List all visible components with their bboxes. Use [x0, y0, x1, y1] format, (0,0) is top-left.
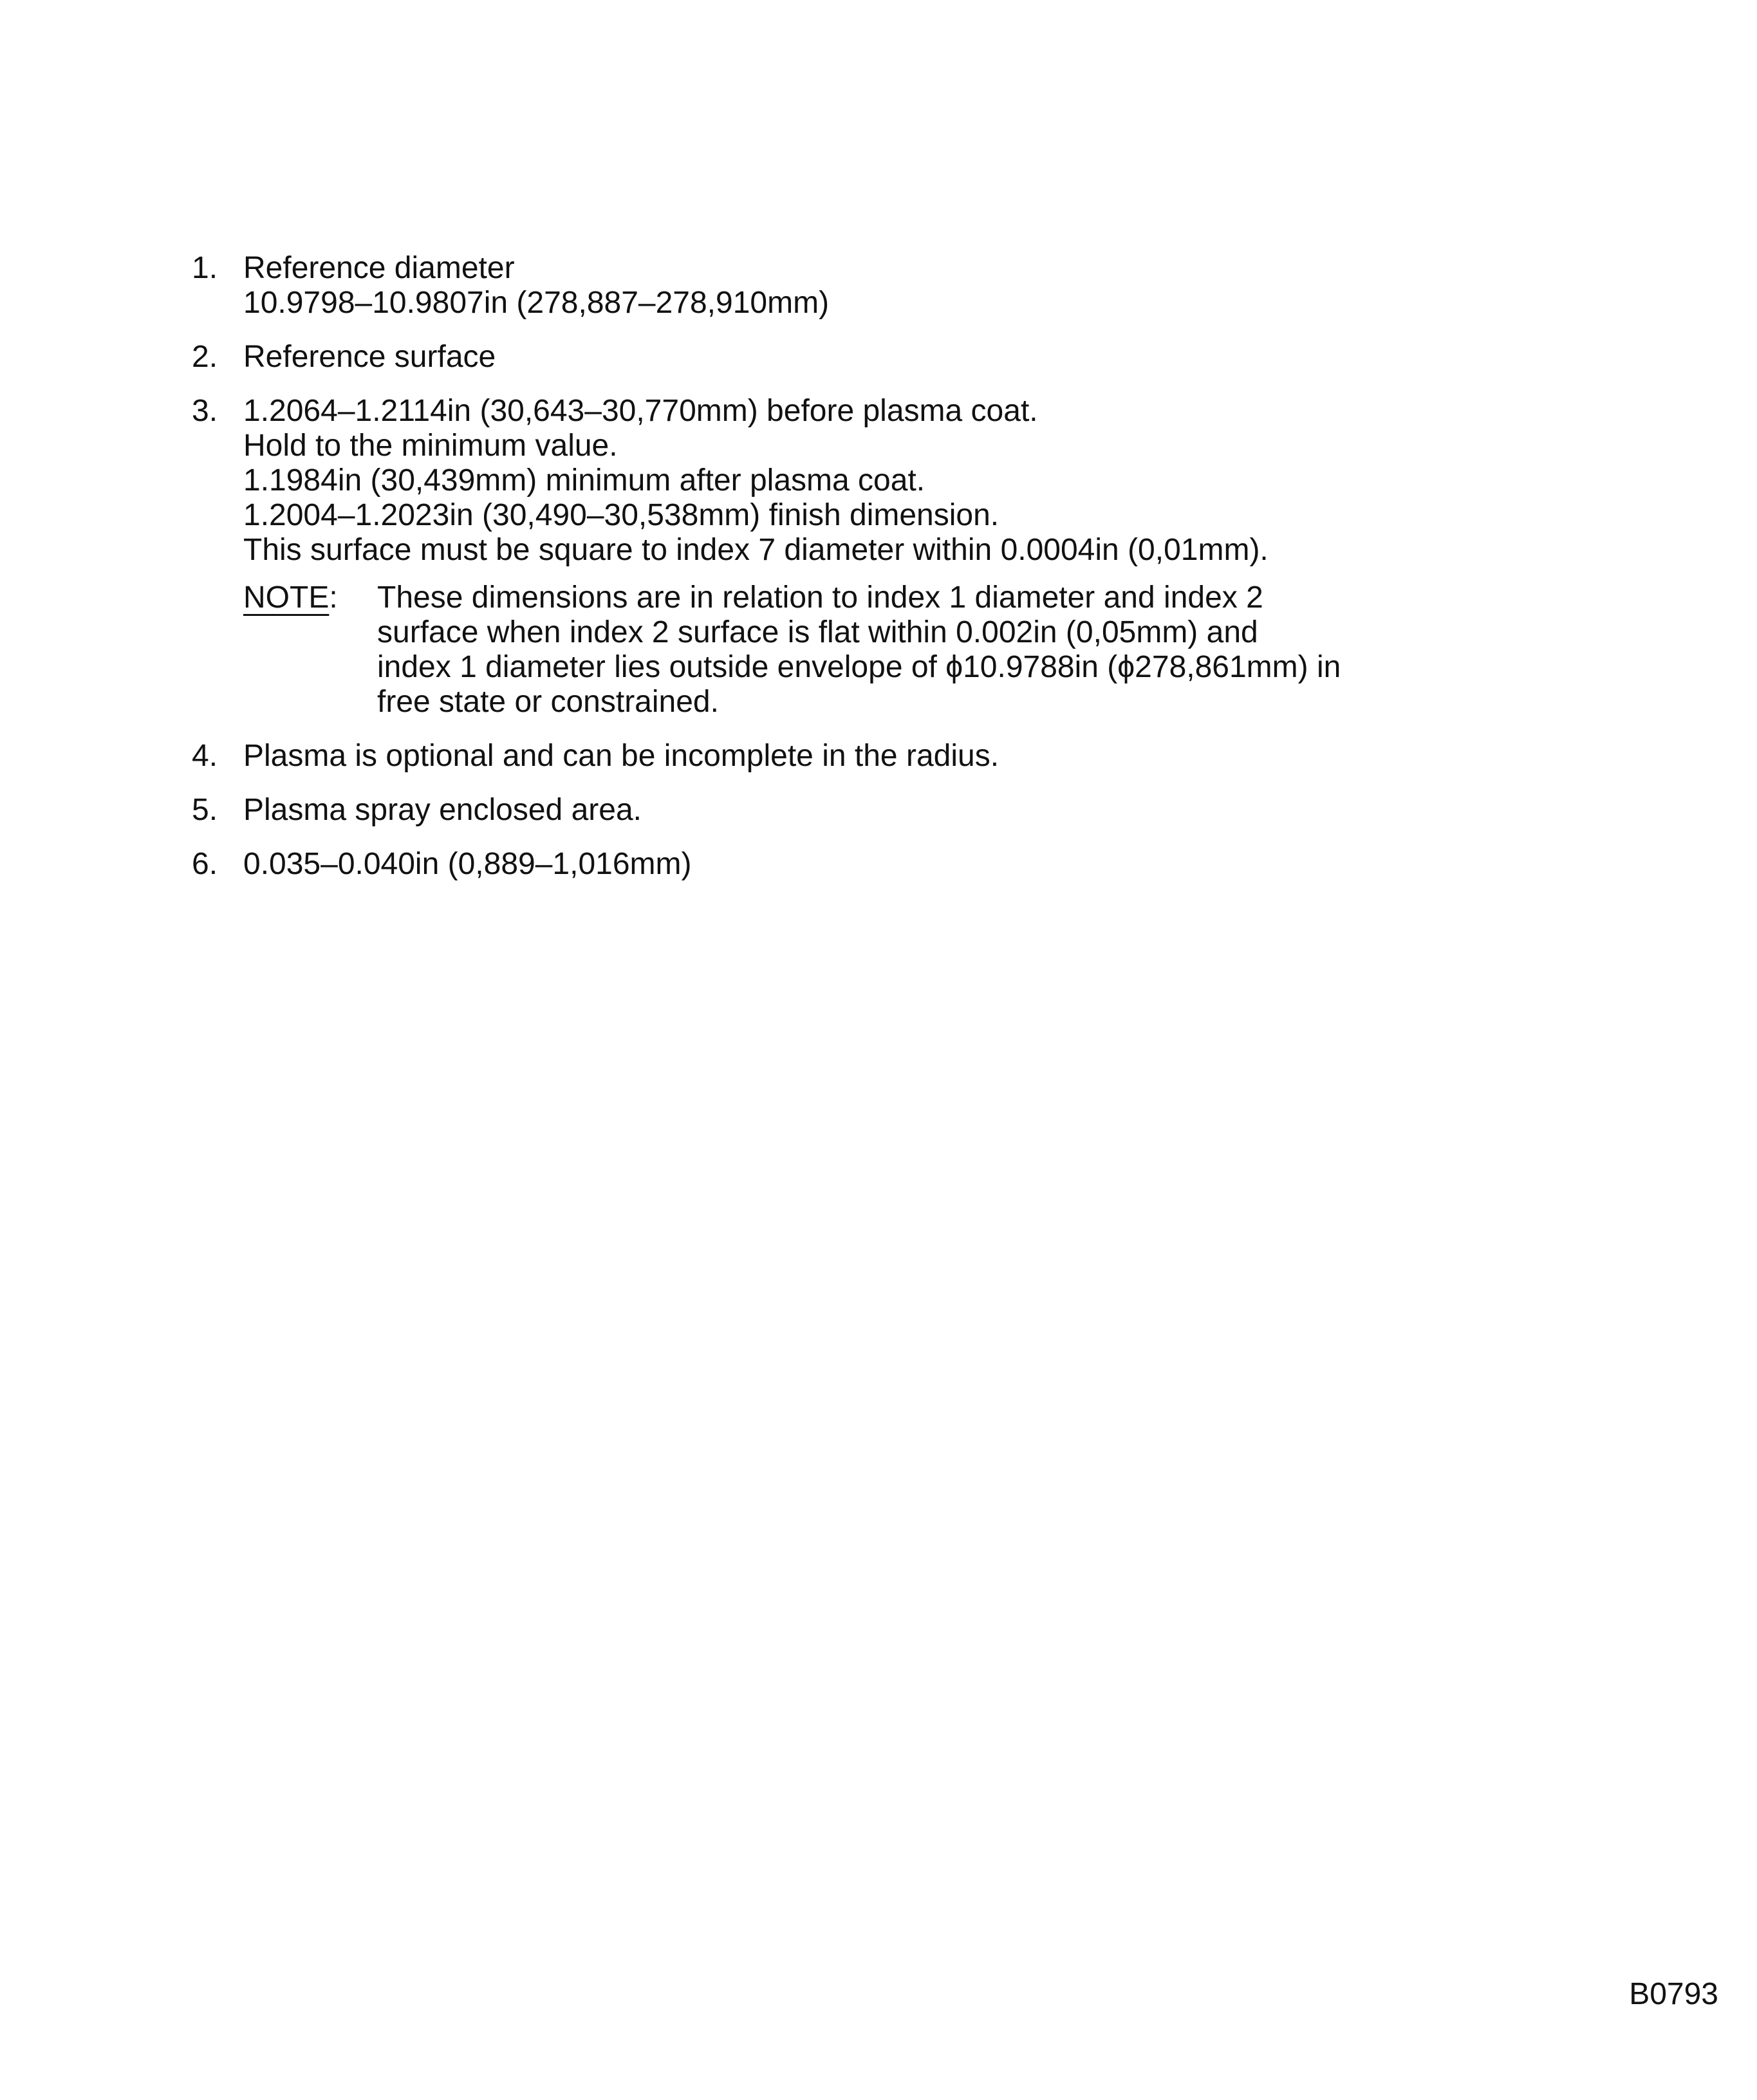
item-body: [243, 793, 1608, 828]
item-line: 1.2004–1.2023in (30,490–30,538mm) finish dimension.: [243, 498, 999, 532]
note-item-6: [192, 847, 1608, 882]
item-line: Plasma spray enclosed area.: [243, 793, 642, 827]
note-label-word: NOTE: [243, 581, 330, 615]
note-item-1: [192, 251, 1608, 321]
notes-list: [192, 251, 1608, 901]
note-block: [243, 581, 1608, 720]
note-line: index 1 diameter lies outside envelope of ϕ10.9788in (ϕ278,861mm) in: [377, 650, 1341, 684]
item-line: Reference diameter: [243, 251, 515, 285]
item-body: [243, 847, 1608, 882]
item-body: [243, 340, 1608, 375]
note-item-4: [192, 739, 1608, 774]
item-number: 1.: [192, 251, 218, 285]
item-number: 6.: [192, 847, 218, 881]
note-label-separator: :: [329, 581, 338, 615]
item-line: This surface must be square to index 7 diameter within 0.0004in (0,01mm).: [243, 533, 1269, 567]
note-line: These dimensions are in relation to index 1 diameter and index 2: [377, 581, 1263, 615]
item-number: 5.: [192, 793, 218, 827]
item-line: Plasma is optional and can be incomplete in the radius.: [243, 739, 999, 773]
note-line: surface when index 2 surface is flat within 0.002in (0,05mm) and: [377, 615, 1258, 649]
item-line: Reference surface: [243, 340, 496, 374]
note-item-3: [192, 394, 1608, 720]
item-line: 0.035–0.040in (0,889–1,016mm): [243, 847, 692, 881]
item-line: 10.9798–10.9807in (278,887–278,910mm): [243, 286, 830, 320]
item-body: [243, 251, 1608, 321]
item-number: 3.: [192, 394, 218, 428]
item-number: 2.: [192, 340, 218, 374]
item-body: [243, 394, 1608, 720]
note-text: [377, 581, 1341, 720]
item-line: Hold to the minimum value.: [243, 429, 618, 463]
item-number: 4.: [192, 739, 218, 773]
item-line: 1.2064–1.2114in (30,643–30,770mm) before plasma coat.: [243, 394, 1038, 428]
note-item-5: [192, 793, 1608, 828]
figure-code: B0793: [1629, 1977, 1718, 2011]
item-line: 1.1984in (30,439mm) minimum after plasma coat.: [243, 463, 925, 497]
item-body: [243, 739, 1608, 774]
note-label: [243, 581, 377, 720]
note-line: free state or constrained.: [377, 685, 719, 719]
note-item-2: [192, 340, 1608, 375]
